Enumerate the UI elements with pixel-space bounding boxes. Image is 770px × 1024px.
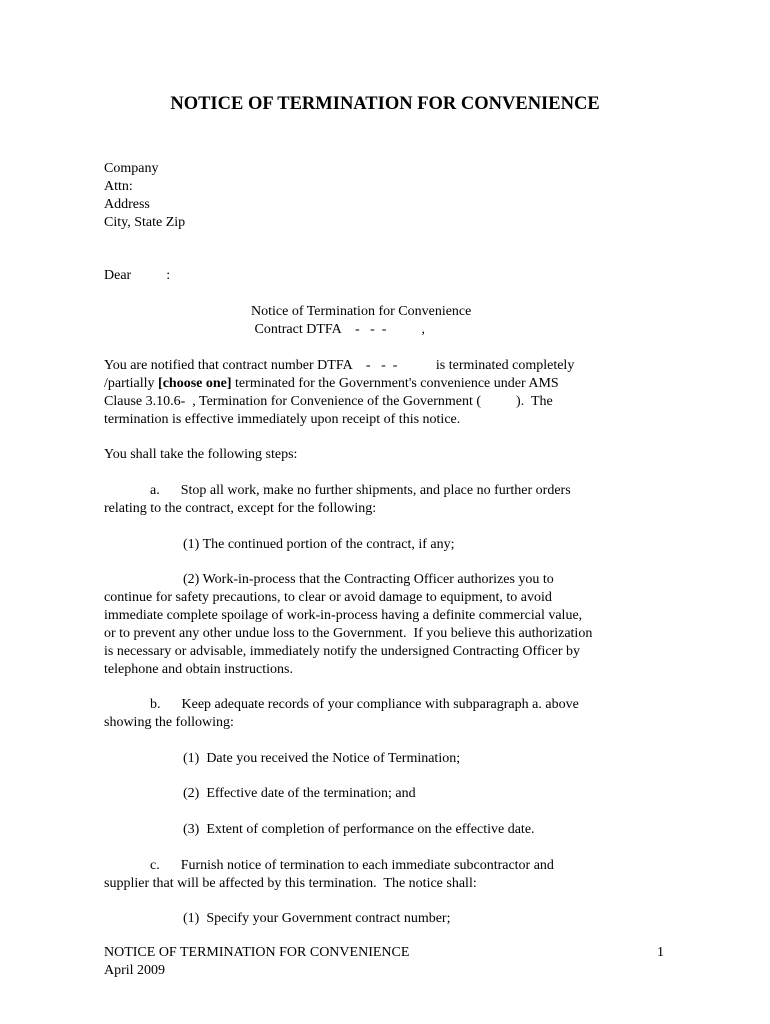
item-a-line-2: relating to the contract, except for the following: — [104, 501, 377, 516]
item-a2-line-5: is necessary or advisable, immediately notify the undersigned Contracting Officer by — [104, 644, 580, 659]
footer-date: April 2009 — [104, 963, 166, 978]
intro-line-2-pre: /partially — [104, 376, 159, 391]
item-a2-line-4: or to prevent any other undue loss to the Government. If you believe this authorization — [104, 626, 593, 641]
item-c-line-2: supplier that will be affected by this termination. The notice shall: — [104, 876, 477, 891]
page-number: 1 — [657, 945, 664, 960]
item-b2: (2) Effective date of the termination; and — [183, 786, 416, 801]
intro-line-4: termination is effective immediately upon receipt of this notice. — [104, 412, 461, 427]
item-b3: (3) Extent of completion of performance on the effective date. — [183, 822, 535, 837]
subject-line-1: Notice of Termination for Convenience — [251, 304, 472, 319]
salutation: Dear : — [104, 268, 171, 283]
item-b-line-1: b. Keep adequate records of your compliance with subparagraph a. above — [150, 697, 579, 712]
address-attn: Attn: — [104, 179, 133, 194]
address-company: Company — [104, 161, 159, 176]
intro-line-1: You are notified that contract number DTFA - - - is terminated completely — [104, 358, 575, 373]
choose-one-emphasis: [choose one] — [158, 376, 232, 391]
item-a2-line-6: telephone and obtain instructions. — [104, 662, 293, 677]
item-a2-line-1: (2) Work-in-process that the Contracting Officer authorizes you to — [183, 572, 554, 587]
document-title: NOTICE OF TERMINATION FOR CONVENIENCE — [170, 94, 600, 114]
address-line: Address — [104, 197, 150, 212]
subject-line-2: Contract DTFA - - - , — [251, 322, 425, 337]
intro-line-2-post: terminated for the Government's convenience under AMS — [231, 376, 559, 391]
item-a-line-1: a. Stop all work, make no further shipments, and place no further orders — [150, 483, 571, 498]
item-b1: (1) Date you received the Notice of Termination; — [183, 751, 461, 766]
item-a2-line-2: continue for safety precautions, to clear or avoid damage to equipment, to avoid — [104, 590, 552, 605]
intro-line-3: Clause 3.10.6- , Termination for Convenience of the Government ( ). The — [104, 394, 553, 409]
footer-title: NOTICE OF TERMINATION FOR CONVENIENCE — [104, 945, 410, 960]
item-a2-line-3: immediate complete spoilage of work-in-process having a definite commercial value, — [104, 608, 583, 623]
steps-intro: You shall take the following steps: — [104, 447, 298, 462]
item-b-line-2: showing the following: — [104, 715, 234, 730]
intro-line-2 — [104, 375, 559, 393]
item-c-line-1: c. Furnish notice of termination to each immediate subcontractor and — [150, 858, 554, 873]
address-city: City, State Zip — [104, 215, 186, 230]
item-a1: (1) The continued portion of the contract, if any; — [183, 537, 455, 552]
item-c1: (1) Specify your Government contract number; — [183, 911, 451, 926]
